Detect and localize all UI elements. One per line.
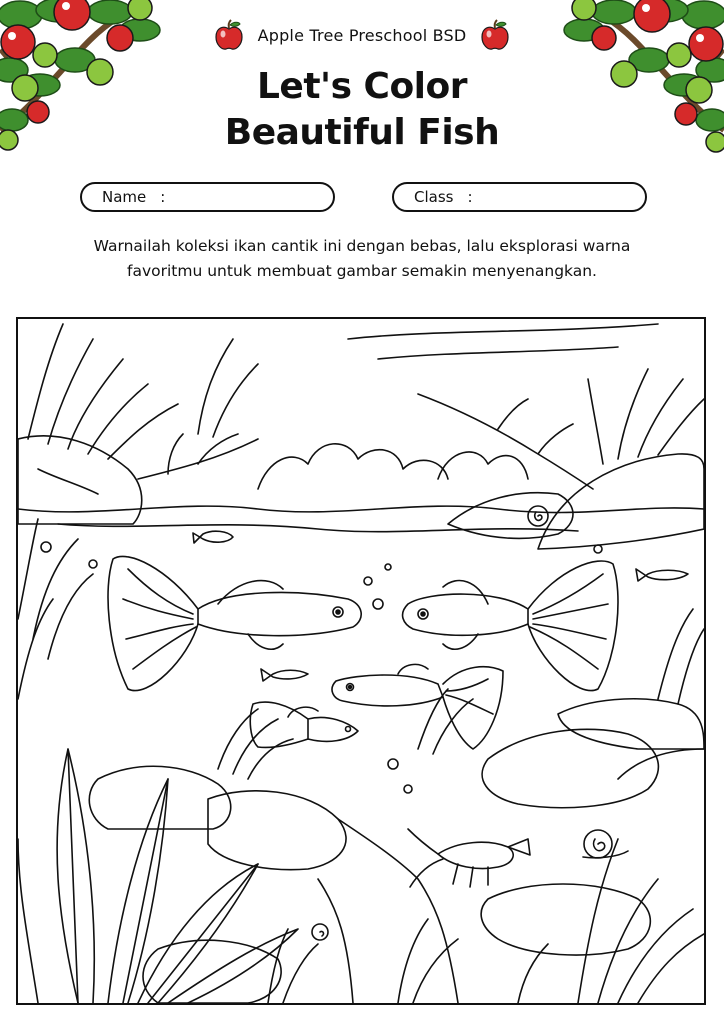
guppy-fish-small <box>250 702 358 747</box>
reeds-top-right <box>588 369 704 464</box>
grass-left <box>18 519 293 779</box>
guppy-fish-right <box>403 561 618 691</box>
page-title <box>0 64 724 156</box>
header <box>0 18 724 52</box>
tiny-fish <box>193 531 233 543</box>
reeds-top-left <box>28 324 258 459</box>
water-surface <box>18 506 704 512</box>
title-line-1: Let's Color <box>256 66 468 107</box>
water-plant-bottom-left <box>18 749 298 1003</box>
snail <box>312 506 628 940</box>
grass-right <box>418 609 704 1003</box>
tiny-fish <box>261 669 308 681</box>
school-row <box>0 18 724 52</box>
school-name: Apple Tree Preschool BSD <box>257 25 467 45</box>
bubbles <box>41 542 602 793</box>
instructions <box>50 234 674 284</box>
rock-top-right <box>538 454 704 549</box>
apple-icon <box>480 19 510 51</box>
class-label: Class <box>414 188 454 206</box>
class-colon: : <box>467 188 473 206</box>
name-field[interactable] <box>80 182 335 212</box>
class-field[interactable] <box>392 182 647 212</box>
background-bushes <box>258 444 448 489</box>
guppy-fish-left <box>108 556 361 690</box>
shrimp <box>408 829 530 887</box>
river-stream <box>338 819 458 1003</box>
tiny-fish <box>636 569 688 581</box>
coloring-scene[interactable] <box>16 317 706 1005</box>
instructions-line-1: Warnailah koleksi ikan cantik ini dengan bebas, lalu eksplorasi warna <box>93 237 631 255</box>
apple-icon <box>214 19 244 51</box>
instructions-line-2: favoritmu untuk membuat gambar semakin menyenangkan. <box>127 262 597 280</box>
name-label: Name <box>102 188 147 206</box>
guppy-fish-middle <box>332 664 503 749</box>
title-line-2: Beautiful Fish <box>224 112 500 153</box>
branch-left <box>138 434 258 479</box>
name-colon: : <box>160 188 166 206</box>
branch-right <box>418 394 593 489</box>
